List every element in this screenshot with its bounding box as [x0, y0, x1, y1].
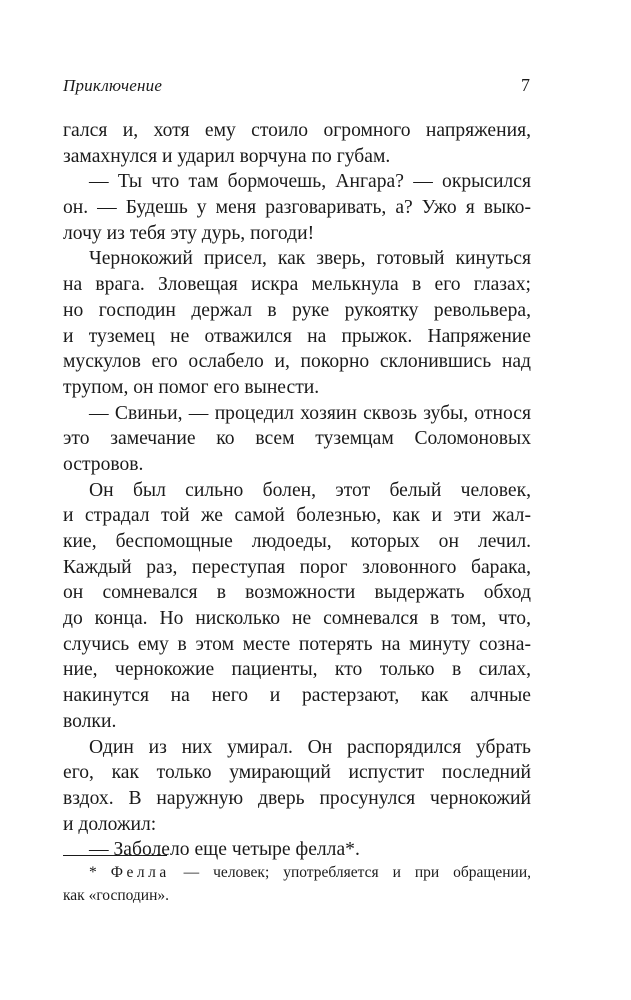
text-line: замахнулся и ударил ворчуна по губам.: [63, 145, 391, 167]
text-line: его, как только умирающий испустит последний: [63, 762, 531, 784]
text-line: это замечание ко всем туземцам Соломоновых: [63, 428, 531, 450]
text-line: на врага. Зловещая искра мелькнула в его глазах;: [63, 274, 531, 296]
text-line: — Свиньи, — процедил хозяин сквозь зубы, относя: [89, 402, 531, 424]
footnote-term: Фелла: [110, 864, 170, 881]
text-line: до конца. Но нисколько не сомневался в том, что,: [63, 608, 531, 630]
text-line: и страдал той же самой болезнью, как и эти жал-: [63, 505, 531, 527]
text-line: гался и, хотя ему стоило огромного напряжения,: [63, 120, 531, 141]
page-number: 7: [521, 75, 530, 95]
footnote-marker: *: [89, 864, 111, 881]
text-line: трупом, он помог его вынести.: [63, 376, 320, 398]
text-line: мускулов его ослабело и, покорно склонившись над: [63, 351, 531, 373]
text-line: — Заболело еще четыре фелла*.: [89, 839, 360, 861]
text-line: волки.: [63, 710, 117, 732]
text-line: Чернокожий присел, как зверь, готовый кинуться: [89, 248, 531, 270]
text-line: ние, чернокожие пациенты, кто только в силах,: [63, 659, 531, 681]
running-header: [63, 76, 533, 102]
footnote-line: как «господин».: [63, 886, 170, 904]
footnote-definition: — человек; употребляется и при обращении,: [169, 864, 531, 881]
text-line: и туземец не отважился на прыжок. Напряжение: [63, 325, 531, 347]
footnote: [63, 862, 531, 907]
main-text-block: [63, 118, 531, 863]
text-line: Один из них умирал. Он распорядился убрать: [89, 736, 531, 758]
running-title: Приключение: [63, 76, 163, 95]
text-line: Он был сильно болен, этот белый человек,: [89, 479, 531, 501]
text-line: вздох. В наружную дверь просунулся чернокожий: [63, 787, 531, 809]
text-line: кие, беспомощные людоеды, которых он лечил.: [63, 531, 531, 552]
text-line: островов.: [63, 453, 144, 475]
text-line: накинутся на него и растерзают, как алчные: [63, 685, 531, 707]
text-line: но господин держал в руке рукоятку револьвера,: [63, 299, 531, 321]
footnote-line: [63, 862, 531, 885]
text-line: лочу из тебя эту дурь, погоди!: [63, 222, 315, 244]
text-line: он. — Будешь у меня разговаривать, а? Ужо я выко-: [63, 197, 531, 219]
text-line: и доложил:: [63, 813, 157, 835]
footnote-separator: [63, 855, 167, 856]
text-line: он сомневался в возможности выдержать обход: [63, 582, 531, 604]
text-line: Каждый раз, переступая порог зловонного барака,: [63, 556, 531, 578]
text-line: — Ты что там бормочешь, Ангара? — окрысился: [89, 171, 531, 193]
text-line: случись ему в этом месте потерять на минуту созна-: [63, 633, 531, 655]
